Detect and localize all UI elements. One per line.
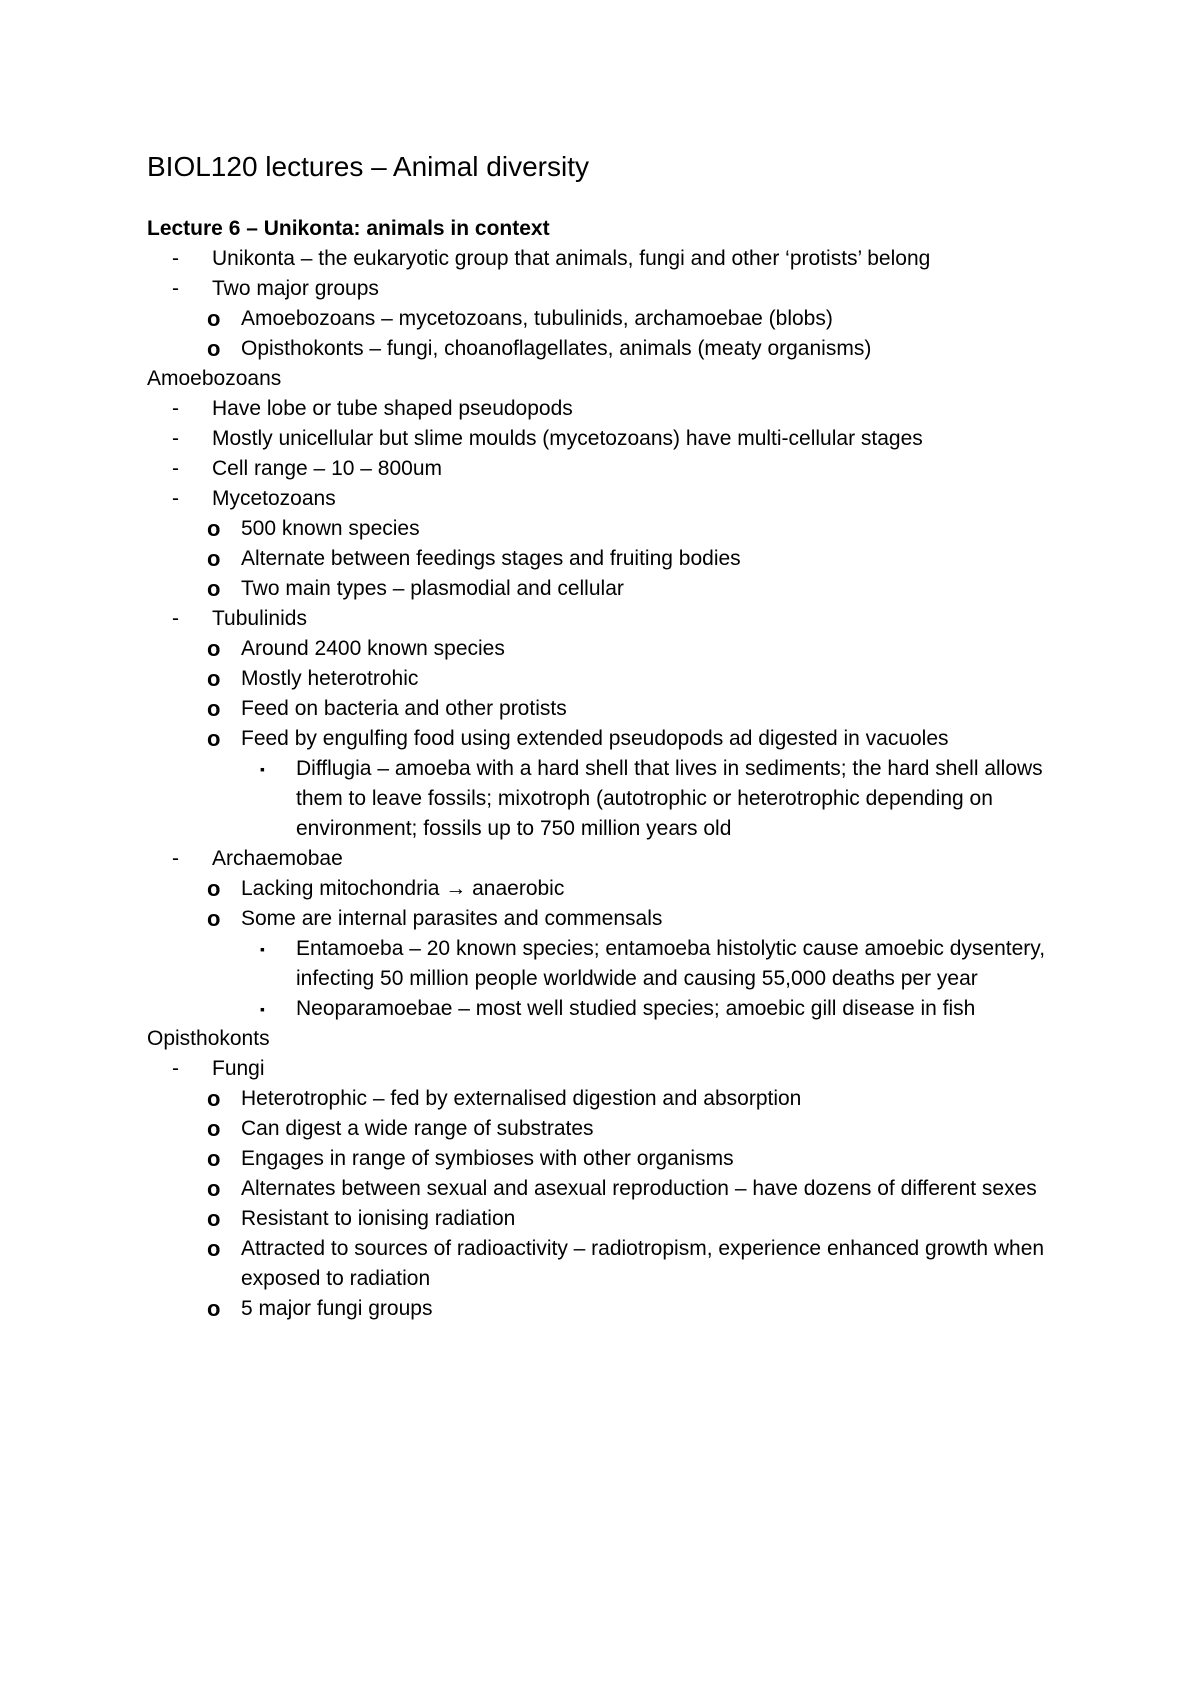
list-item	[147, 394, 1077, 424]
circle-bullet-icon: o	[207, 1236, 221, 1261]
amoebozoans-list	[147, 394, 1077, 1024]
opisthokonts-list	[147, 1054, 1077, 1324]
list-item-text: Fungi	[212, 1057, 265, 1080]
dash-bullet-icon: -	[172, 397, 179, 420]
list-item	[147, 574, 1077, 604]
list-item	[147, 694, 1077, 724]
list-item	[147, 274, 1077, 304]
circle-bullet-icon: o	[207, 576, 221, 601]
list-item	[147, 874, 1077, 904]
dash-bullet-icon: -	[172, 1057, 179, 1080]
list-item	[147, 754, 1077, 844]
list-item-text: Amoebozoans – mycetozoans, tubulinids, archamoebae (blobs)	[241, 307, 833, 330]
list-item	[147, 604, 1077, 634]
circle-bullet-icon: o	[207, 1206, 221, 1231]
intro-list	[147, 244, 1077, 364]
list-item	[147, 994, 1077, 1024]
list-item-text: Opisthokonts – fungi, choanoflagellates, animals (meaty organisms)	[241, 337, 872, 360]
section-heading-opisthokonts: Opisthokonts	[147, 1027, 270, 1050]
list-item	[147, 1114, 1077, 1144]
list-item	[147, 634, 1077, 664]
list-item-text: Can digest a wide range of substrates	[241, 1117, 594, 1140]
square-bullet-icon: ▪	[260, 1001, 265, 1017]
list-item-text: Feed by engulfing food using extended pseudopods ad digested in vacuoles	[241, 727, 949, 750]
list-item	[147, 664, 1077, 694]
list-item	[147, 454, 1077, 484]
circle-bullet-icon: o	[207, 1116, 221, 1141]
dash-bullet-icon: -	[172, 487, 179, 510]
list-item	[147, 484, 1077, 514]
list-item-text: Some are internal parasites and commensals	[241, 907, 663, 930]
circle-bullet-icon: o	[207, 1086, 221, 1111]
list-item	[147, 1084, 1077, 1114]
circle-bullet-icon: o	[207, 906, 221, 931]
circle-bullet-icon: o	[207, 636, 221, 661]
dash-bullet-icon: -	[172, 247, 179, 270]
circle-bullet-icon: o	[207, 1146, 221, 1171]
list-item-text: Alternate between feedings stages and fruiting bodies	[241, 547, 741, 570]
circle-bullet-icon: o	[207, 1296, 221, 1321]
list-item	[147, 334, 1077, 364]
list-item	[147, 1174, 1077, 1204]
list-item	[147, 844, 1077, 874]
list-item	[147, 304, 1077, 334]
circle-bullet-icon: o	[207, 546, 221, 571]
list-item-text: 500 known species	[241, 517, 420, 540]
list-item-text: Alternates between sexual and asexual reproduction – have dozens of different sexes	[241, 1177, 1037, 1200]
list-item-text: Feed on bacteria and other protists	[241, 697, 567, 720]
list-item	[147, 934, 1077, 994]
circle-bullet-icon: o	[207, 336, 221, 361]
circle-bullet-icon: o	[207, 876, 221, 901]
list-item-text: Around 2400 known species	[241, 637, 505, 660]
circle-bullet-icon: o	[207, 696, 221, 721]
square-bullet-icon: ▪	[260, 761, 265, 777]
document-title: BIOL120 lectures – Animal diversity	[147, 151, 589, 182]
list-item	[147, 724, 1077, 754]
list-item	[147, 244, 1077, 274]
list-item-text: Lacking mitochondria → anaerobic	[241, 877, 565, 900]
dash-bullet-icon: -	[172, 847, 179, 870]
list-item	[147, 1204, 1077, 1234]
list-item-text: Tubulinids	[212, 607, 307, 630]
list-item	[147, 1234, 1077, 1294]
list-item-text: Cell range – 10 – 800um	[212, 457, 442, 480]
list-item-text: Difflugia – amoeba with a hard shell that lives in sediments; the hard shell allows them to leave fossils; mixotroph (autotrophic or heterotrophic depending on environment; fossils up to 750 million years old	[296, 757, 1043, 840]
list-item-text: Attracted to sources of radioactivity – radiotropism, experience enhanced growth when exposed to radiation	[241, 1237, 1045, 1290]
list-item-text: 5 major fungi groups	[241, 1297, 433, 1320]
dash-bullet-icon: -	[172, 277, 179, 300]
circle-bullet-icon: o	[207, 306, 221, 331]
list-item	[147, 904, 1077, 934]
document-body	[147, 214, 1077, 1324]
list-item	[147, 1294, 1077, 1324]
list-item-text: Mostly unicellular but slime moulds (mycetozoans) have multi-cellular stages	[212, 427, 923, 450]
list-item-text: Resistant to ionising radiation	[241, 1207, 516, 1230]
list-item-text: Two main types – plasmodial and cellular	[241, 577, 624, 600]
lecture-heading: Lecture 6 – Unikonta: animals in context	[147, 217, 550, 240]
section-heading-amoebozoans: Amoebozoans	[147, 367, 282, 390]
list-item-text: Unikonta – the eukaryotic group that animals, fungi and other ‘protists’ belong	[212, 247, 931, 270]
list-item-text: Entamoeba – 20 known species; entamoeba histolytic cause amoebic dysentery, infecting 50 million people worldwide and causing 55,000 deaths per year	[296, 937, 1046, 990]
list-item	[147, 1054, 1077, 1084]
list-item	[147, 1144, 1077, 1174]
dash-bullet-icon: -	[172, 427, 179, 450]
list-item-text: Archaemobae	[212, 847, 343, 870]
circle-bullet-icon: o	[207, 666, 221, 691]
list-item-text: Engages in range of symbioses with other organisms	[241, 1147, 734, 1170]
list-item	[147, 514, 1077, 544]
list-item-text: Have lobe or tube shaped pseudopods	[212, 397, 573, 420]
list-item-text: Two major groups	[212, 277, 379, 300]
circle-bullet-icon: o	[207, 726, 221, 751]
circle-bullet-icon: o	[207, 1176, 221, 1201]
circle-bullet-icon: o	[207, 516, 221, 541]
square-bullet-icon: ▪	[260, 941, 265, 957]
list-item	[147, 424, 1077, 454]
list-item	[147, 544, 1077, 574]
list-item-text: Mostly heterotrohic	[241, 667, 419, 690]
list-item-text: Mycetozoans	[212, 487, 336, 510]
list-item-text: Heterotrophic – fed by externalised digestion and absorption	[241, 1087, 802, 1110]
list-item-text: Neoparamoebae – most well studied species; amoebic gill disease in fish	[296, 997, 976, 1020]
dash-bullet-icon: -	[172, 457, 179, 480]
dash-bullet-icon: -	[172, 607, 179, 630]
